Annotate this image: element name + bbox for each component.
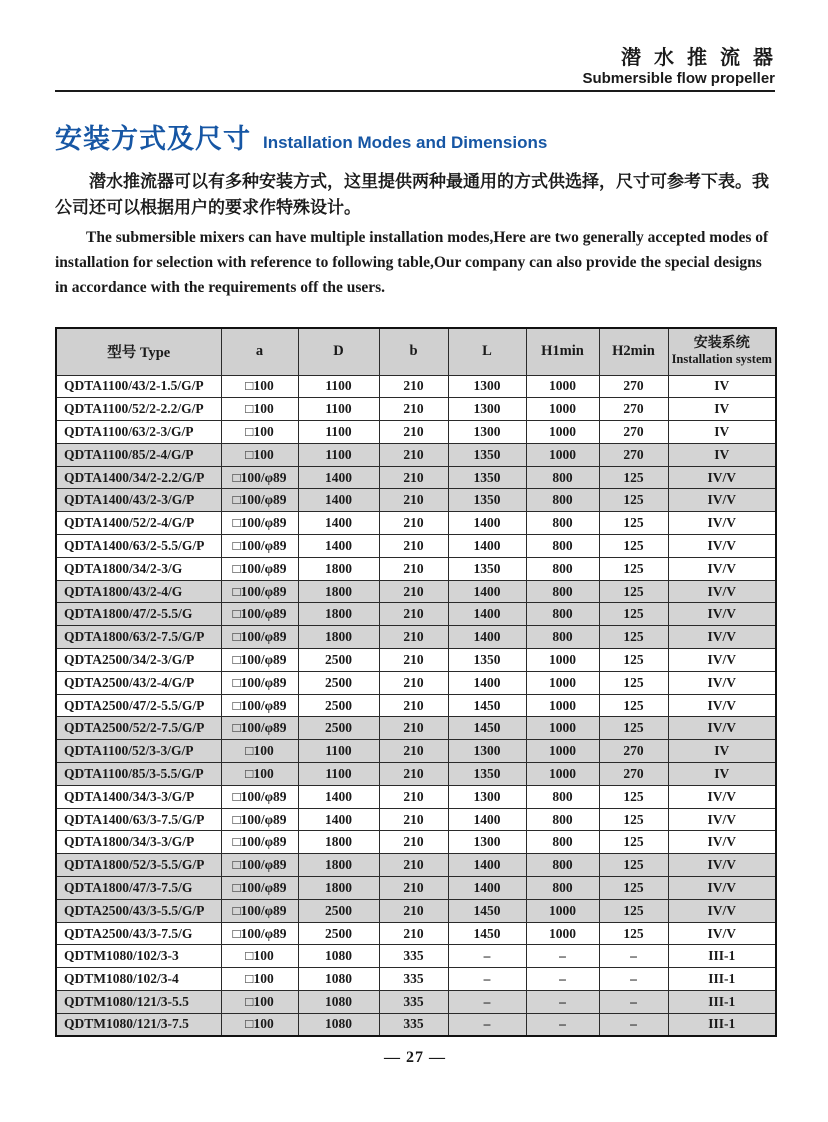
col-header-installation-system: [668, 328, 776, 375]
cell-value: 800: [526, 557, 599, 580]
cell-value: 210: [379, 831, 448, 854]
cell-value: □100: [221, 763, 298, 786]
cell-value: 210: [379, 535, 448, 558]
cell-value: 1300: [448, 375, 526, 398]
cell-value: 1400: [448, 535, 526, 558]
table-row: [56, 785, 776, 808]
table-row: [56, 740, 776, 763]
cell-value: 2500: [298, 922, 379, 945]
cell-value: 1000: [526, 922, 599, 945]
cell-value: IV/V: [668, 671, 776, 694]
table-row: [56, 968, 776, 991]
cell-value: 210: [379, 694, 448, 717]
cell-value: □100/φ89: [221, 535, 298, 558]
table-row: [56, 899, 776, 922]
cell-value: 1400: [448, 626, 526, 649]
cell-type: QDTA1400/43/2-3/G/P: [56, 489, 221, 512]
cell-value: 210: [379, 785, 448, 808]
cell-value: 1450: [448, 922, 526, 945]
table-row: [56, 671, 776, 694]
cell-value: 2500: [298, 717, 379, 740]
cell-value: 125: [599, 717, 668, 740]
cell-type: QDTA1800/52/3-5.5/G/P: [56, 854, 221, 877]
cell-type: QDTM1080/121/3-7.5: [56, 1013, 221, 1036]
cell-value: IV: [668, 421, 776, 444]
cell-value: –: [448, 1013, 526, 1036]
cell-value: 1300: [448, 740, 526, 763]
cell-value: □100/φ89: [221, 512, 298, 535]
cell-value: 1400: [298, 535, 379, 558]
cell-value: 1350: [448, 763, 526, 786]
col-header-l: L: [448, 328, 526, 375]
table-row: [56, 557, 776, 580]
cell-value: IV/V: [668, 626, 776, 649]
cell-type: QDTA1800/34/3-3/G/P: [56, 831, 221, 854]
cell-value: 1000: [526, 717, 599, 740]
cell-value: 1080: [298, 945, 379, 968]
cell-type: QDTA1400/52/2-4/G/P: [56, 512, 221, 535]
table-row: [56, 626, 776, 649]
cell-value: 210: [379, 717, 448, 740]
cell-value: 210: [379, 557, 448, 580]
cell-value: 210: [379, 808, 448, 831]
cell-value: 335: [379, 945, 448, 968]
cell-type: QDTA1800/63/2-7.5/G/P: [56, 626, 221, 649]
cell-value: □100/φ89: [221, 854, 298, 877]
table-row: [56, 922, 776, 945]
cell-value: 335: [379, 968, 448, 991]
cell-value: 210: [379, 626, 448, 649]
cell-value: 125: [599, 489, 668, 512]
cell-value: □100/φ89: [221, 489, 298, 512]
cell-value: 125: [599, 694, 668, 717]
cell-type: QDTA2500/43/3-7.5/G: [56, 922, 221, 945]
table-row: [56, 945, 776, 968]
cell-value: 800: [526, 489, 599, 512]
cell-value: 125: [599, 626, 668, 649]
cell-value: 1400: [448, 512, 526, 535]
cell-value: 1000: [526, 671, 599, 694]
cell-value: □100: [221, 968, 298, 991]
cell-value: –: [599, 1013, 668, 1036]
cell-value: IV/V: [668, 557, 776, 580]
cell-value: 1080: [298, 991, 379, 1014]
cell-value: 1400: [448, 603, 526, 626]
col-header-a: a: [221, 328, 298, 375]
cell-type: QDTA1800/47/2-5.5/G: [56, 603, 221, 626]
cell-value: IV/V: [668, 854, 776, 877]
cell-value: 800: [526, 808, 599, 831]
page-number: — 27 —: [384, 1049, 446, 1067]
cell-value: □100/φ89: [221, 466, 298, 489]
table-row: [56, 649, 776, 672]
cell-value: 1300: [448, 421, 526, 444]
cell-value: 1800: [298, 854, 379, 877]
cell-value: □100/φ89: [221, 877, 298, 900]
cell-value: 1400: [298, 489, 379, 512]
cell-value: 1400: [448, 671, 526, 694]
table-row: [56, 375, 776, 398]
cell-value: –: [599, 991, 668, 1014]
cell-value: 1080: [298, 968, 379, 991]
cell-value: 210: [379, 877, 448, 900]
cell-value: 1000: [526, 694, 599, 717]
cell-value: 125: [599, 512, 668, 535]
cell-value: 1800: [298, 580, 379, 603]
cell-value: □100/φ89: [221, 831, 298, 854]
cell-value: 210: [379, 740, 448, 763]
table-row: [56, 580, 776, 603]
cell-value: IV/V: [668, 603, 776, 626]
cell-value: □100: [221, 375, 298, 398]
cell-value: IV/V: [668, 785, 776, 808]
cell-value: 210: [379, 580, 448, 603]
cell-value: IV/V: [668, 489, 776, 512]
cell-value: 270: [599, 763, 668, 786]
cell-value: □100/φ89: [221, 899, 298, 922]
cell-value: 2500: [298, 899, 379, 922]
table-row: [56, 603, 776, 626]
cell-value: 1800: [298, 831, 379, 854]
col-header-d: D: [298, 328, 379, 375]
cell-value: 125: [599, 899, 668, 922]
cell-value: 1400: [298, 466, 379, 489]
cell-value: 1000: [526, 443, 599, 466]
cell-value: 1000: [526, 375, 599, 398]
cell-value: 1400: [298, 808, 379, 831]
cell-value: 1400: [298, 785, 379, 808]
cell-value: IV: [668, 398, 776, 421]
section-heading: [55, 117, 775, 156]
cell-value: 800: [526, 535, 599, 558]
cell-value: □100: [221, 991, 298, 1014]
cell-value: –: [448, 991, 526, 1014]
cell-value: □100: [221, 443, 298, 466]
cell-value: IV: [668, 375, 776, 398]
cell-value: □100/φ89: [221, 649, 298, 672]
table-row: [56, 466, 776, 489]
table-header-row: [56, 328, 776, 375]
cell-value: 1100: [298, 443, 379, 466]
cell-value: IV/V: [668, 808, 776, 831]
table-row: [56, 717, 776, 740]
cell-value: 800: [526, 854, 599, 877]
cell-value: 1100: [298, 740, 379, 763]
doc-header-title-en: Submersible flow propeller: [582, 70, 775, 87]
cell-value: 125: [599, 466, 668, 489]
cell-type: QDTM1080/121/3-5.5: [56, 991, 221, 1014]
cell-value: –: [526, 991, 599, 1014]
cell-value: 125: [599, 649, 668, 672]
cell-type: QDTA1100/52/2-2.2/G/P: [56, 398, 221, 421]
cell-value: –: [448, 968, 526, 991]
cell-value: 125: [599, 535, 668, 558]
cell-value: 335: [379, 991, 448, 1014]
cell-value: III-1: [668, 968, 776, 991]
cell-value: 125: [599, 671, 668, 694]
section-heading-en: Installation Modes and Dimensions: [263, 133, 548, 152]
cell-value: 800: [526, 512, 599, 535]
cell-value: 125: [599, 922, 668, 945]
cell-value: □100: [221, 1013, 298, 1036]
cell-value: IV/V: [668, 512, 776, 535]
cell-value: 1100: [298, 375, 379, 398]
cell-value: IV/V: [668, 899, 776, 922]
cell-value: 1350: [448, 489, 526, 512]
cell-value: IV: [668, 763, 776, 786]
cell-value: 1000: [526, 899, 599, 922]
cell-type: QDTA2500/43/3-5.5/G/P: [56, 899, 221, 922]
cell-value: 1400: [298, 512, 379, 535]
cell-value: 1080: [298, 1013, 379, 1036]
cell-type: QDTA1800/34/2-3/G: [56, 557, 221, 580]
table-row: [56, 763, 776, 786]
cell-value: 335: [379, 1013, 448, 1036]
cell-value: □100/φ89: [221, 671, 298, 694]
cell-value: 1400: [448, 877, 526, 900]
cell-value: □100: [221, 740, 298, 763]
cell-value: □100/φ89: [221, 603, 298, 626]
cell-value: 1100: [298, 398, 379, 421]
cell-value: 800: [526, 603, 599, 626]
cell-type: QDTM1080/102/3-4: [56, 968, 221, 991]
table-row: [56, 443, 776, 466]
col-header-installation-en: Installation system: [671, 352, 772, 367]
cell-value: IV/V: [668, 535, 776, 558]
table-row: [56, 808, 776, 831]
cell-value: 270: [599, 421, 668, 444]
intro-paragraph-cn: 潜水推流器可以有多种安装方式，这里提供两种最通用的方式供选择，尺寸可参考下表。我公司还可以根据用户的要求作特殊设计。: [55, 172, 769, 217]
cell-value: 1400: [448, 808, 526, 831]
cell-value: 270: [599, 443, 668, 466]
cell-value: 1450: [448, 717, 526, 740]
cell-value: –: [526, 1013, 599, 1036]
cell-value: 1300: [448, 398, 526, 421]
cell-value: □100: [221, 398, 298, 421]
cell-type: QDTA1100/85/3-5.5/G/P: [56, 763, 221, 786]
table-row: [56, 854, 776, 877]
col-header-installation-cn: 安装系统: [693, 336, 750, 352]
table-row: [56, 489, 776, 512]
cell-value: 1350: [448, 557, 526, 580]
cell-value: 800: [526, 831, 599, 854]
section-heading-cn: 安装方式及尺寸: [55, 124, 251, 154]
cell-value: 210: [379, 375, 448, 398]
table-row: [56, 991, 776, 1014]
table-row: [56, 1013, 776, 1036]
cell-value: □100/φ89: [221, 580, 298, 603]
intro-paragraph-en: The submersible mixers can have multiple installation modes,Here are two generally accepted modes of installation for selection with reference to following table,Our company can also provide the special designs in accordance with the requirements off the users.: [55, 229, 769, 296]
col-header-type: 型号 Type: [56, 328, 221, 375]
cell-value: 125: [599, 557, 668, 580]
cell-value: 1000: [526, 740, 599, 763]
cell-value: 210: [379, 398, 448, 421]
table-row: [56, 512, 776, 535]
cell-type: QDTA1400/34/2-2.2/G/P: [56, 466, 221, 489]
cell-value: 1100: [298, 763, 379, 786]
cell-value: –: [599, 945, 668, 968]
cell-value: 210: [379, 421, 448, 444]
cell-value: □100/φ89: [221, 785, 298, 808]
cell-value: □100: [221, 421, 298, 444]
cell-value: 1800: [298, 877, 379, 900]
table-row: [56, 421, 776, 444]
cell-type: QDTA1100/52/3-3/G/P: [56, 740, 221, 763]
cell-value: 125: [599, 580, 668, 603]
doc-header: [55, 46, 786, 92]
cell-value: 800: [526, 466, 599, 489]
cell-value: 125: [599, 831, 668, 854]
cell-value: IV/V: [668, 877, 776, 900]
col-header-h1min: H1min: [526, 328, 599, 375]
cell-value: 2500: [298, 694, 379, 717]
cell-value: 210: [379, 899, 448, 922]
cell-value: 125: [599, 603, 668, 626]
cell-value: 1800: [298, 603, 379, 626]
cell-value: III-1: [668, 1013, 776, 1036]
cell-value: 210: [379, 649, 448, 672]
cell-value: –: [526, 945, 599, 968]
cell-value: III-1: [668, 991, 776, 1014]
cell-value: IV/V: [668, 580, 776, 603]
cell-value: 210: [379, 603, 448, 626]
cell-value: IV/V: [668, 831, 776, 854]
cell-value: 1450: [448, 694, 526, 717]
cell-value: 1000: [526, 421, 599, 444]
cell-value: 210: [379, 512, 448, 535]
cell-value: 210: [379, 922, 448, 945]
cell-value: 125: [599, 877, 668, 900]
cell-type: QDTA1400/63/3-7.5/G/P: [56, 808, 221, 831]
table-body: [56, 375, 776, 1036]
cell-type: QDTA1100/85/2-4/G/P: [56, 443, 221, 466]
cell-value: IV/V: [668, 717, 776, 740]
cell-value: 210: [379, 466, 448, 489]
cell-value: 210: [379, 763, 448, 786]
cell-type: QDTA1400/63/2-5.5/G/P: [56, 535, 221, 558]
doc-header-title-cn: 潜水推流器: [621, 47, 786, 69]
cell-value: 210: [379, 854, 448, 877]
cell-value: 1300: [448, 785, 526, 808]
cell-value: 210: [379, 671, 448, 694]
cell-type: QDTA2500/43/2-4/G/P: [56, 671, 221, 694]
cell-type: QDTA1800/43/2-4/G: [56, 580, 221, 603]
cell-value: □100/φ89: [221, 808, 298, 831]
cell-type: QDTA2500/52/2-7.5/G/P: [56, 717, 221, 740]
cell-value: IV/V: [668, 466, 776, 489]
cell-value: IV: [668, 443, 776, 466]
cell-value: 270: [599, 398, 668, 421]
cell-value: –: [599, 968, 668, 991]
cell-value: 1000: [526, 398, 599, 421]
table-row: [56, 831, 776, 854]
cell-value: –: [448, 945, 526, 968]
table-row: [56, 694, 776, 717]
cell-value: □100/φ89: [221, 694, 298, 717]
cell-value: □100: [221, 945, 298, 968]
col-header-b: b: [379, 328, 448, 375]
cell-value: 800: [526, 877, 599, 900]
cell-type: QDTA1800/47/3-7.5/G: [56, 877, 221, 900]
cell-value: 125: [599, 808, 668, 831]
cell-type: QDTM1080/102/3-3: [56, 945, 221, 968]
cell-value: 1800: [298, 557, 379, 580]
cell-value: 800: [526, 785, 599, 808]
cell-value: □100/φ89: [221, 717, 298, 740]
cell-type: QDTA2500/47/2-5.5/G/P: [56, 694, 221, 717]
table-row: [56, 877, 776, 900]
cell-value: 1350: [448, 649, 526, 672]
cell-value: 125: [599, 854, 668, 877]
table-row: [56, 535, 776, 558]
cell-value: 270: [599, 740, 668, 763]
cell-value: 1300: [448, 831, 526, 854]
cell-type: QDTA1100/63/2-3/G/P: [56, 421, 221, 444]
cell-value: IV/V: [668, 922, 776, 945]
cell-value: □100/φ89: [221, 922, 298, 945]
cell-value: 1450: [448, 899, 526, 922]
cell-value: 800: [526, 580, 599, 603]
cell-value: 1800: [298, 626, 379, 649]
cell-value: 1350: [448, 443, 526, 466]
cell-value: 1000: [526, 649, 599, 672]
cell-value: IV/V: [668, 649, 776, 672]
cell-type: QDTA2500/34/2-3/G/P: [56, 649, 221, 672]
cell-value: 1350: [448, 466, 526, 489]
cell-value: 210: [379, 489, 448, 512]
cell-value: 1000: [526, 763, 599, 786]
cell-value: 800: [526, 626, 599, 649]
dimensions-table: [55, 327, 777, 1037]
cell-value: III-1: [668, 945, 776, 968]
cell-value: 1400: [448, 580, 526, 603]
cell-value: IV: [668, 740, 776, 763]
cell-value: –: [526, 968, 599, 991]
cell-value: 2500: [298, 649, 379, 672]
table-row: [56, 398, 776, 421]
cell-value: 270: [599, 375, 668, 398]
cell-value: IV/V: [668, 694, 776, 717]
col-header-h2min: H2min: [599, 328, 668, 375]
cell-type: QDTA1100/43/2-1.5/G/P: [56, 375, 221, 398]
cell-value: 1400: [448, 854, 526, 877]
cell-value: 2500: [298, 671, 379, 694]
cell-value: □100/φ89: [221, 557, 298, 580]
cell-value: 210: [379, 443, 448, 466]
cell-value: 1100: [298, 421, 379, 444]
cell-type: QDTA1400/34/3-3/G/P: [56, 785, 221, 808]
cell-value: 125: [599, 785, 668, 808]
cell-value: □100/φ89: [221, 626, 298, 649]
